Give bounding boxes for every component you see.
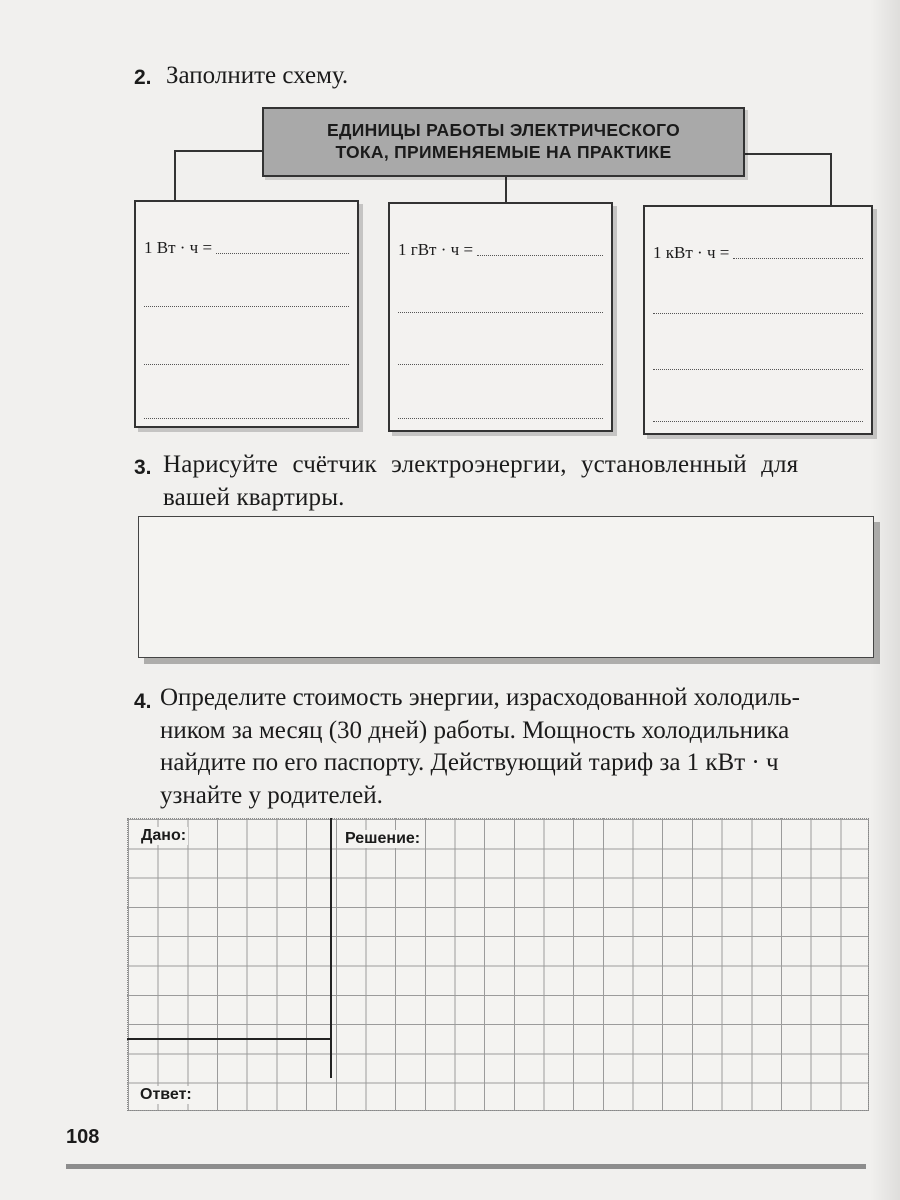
- scheme-title-box: [262, 107, 745, 177]
- answer-dotted-line[interactable]: [144, 306, 349, 307]
- answer-dotted-line[interactable]: [216, 253, 349, 254]
- answer-dotted-line[interactable]: [653, 421, 863, 422]
- task-3-line-2: вашей квартиры.: [163, 483, 345, 511]
- task-2-number: 2.: [134, 66, 152, 89]
- task-3-text: [163, 449, 798, 514]
- answer-dotted-line[interactable]: [733, 258, 863, 259]
- answer-dotted-line[interactable]: [144, 418, 349, 419]
- answer-dotted-line[interactable]: [144, 364, 349, 365]
- unit-label-kwh: 1 кВт · ч =: [653, 243, 730, 262]
- scheme-connector-right-h: [743, 153, 831, 155]
- footer-rule: [66, 1164, 866, 1169]
- answer-dotted-line[interactable]: [653, 313, 863, 314]
- scheme-connector-left-v: [174, 150, 176, 200]
- meter-drawing-area[interactable]: [138, 516, 874, 658]
- unit-label-hwh: 1 гВт · ч =: [398, 240, 474, 259]
- unit-box-hwh[interactable]: [388, 202, 613, 432]
- task-3-number: 3.: [134, 456, 152, 479]
- task-2-text: [166, 60, 348, 93]
- unit-box-wh[interactable]: [134, 200, 359, 428]
- page-edge-shadow: [870, 0, 900, 1200]
- answer-dotted-line[interactable]: [477, 255, 603, 256]
- solution-grid[interactable]: [127, 818, 869, 1111]
- scheme-connector-center-v: [505, 176, 507, 204]
- unit-label-wh: 1 Вт · ч =: [144, 238, 213, 257]
- answer-dotted-line[interactable]: [398, 418, 603, 419]
- page-number: 108: [66, 1126, 100, 1148]
- task-3-line-1: Нарисуйте счётчик электроэнергии, установленный для: [163, 451, 799, 478]
- task-4-line-3: найдите по его паспорту. Действующий тариф за 1 кВт · ч: [160, 749, 779, 776]
- grid-divider-horizontal: [127, 1038, 332, 1040]
- answer-label: Ответ:: [140, 1086, 192, 1103]
- scheme-title-line-1: ЕДИНИЦЫ РАБОТЫ ЭЛЕКТРИЧЕСКОГО: [326, 120, 681, 141]
- solution-label: Решение:: [345, 830, 421, 847]
- task-4-number: 4.: [134, 690, 152, 713]
- answer-dotted-line[interactable]: [653, 369, 863, 370]
- scheme-connector-left-h: [174, 150, 264, 152]
- answer-dotted-line[interactable]: [398, 312, 603, 313]
- scheme-title-line-2: ТОКА, ПРИМЕНЯЕМЫЕ НА ПРАКТИКЕ: [335, 142, 672, 162]
- unit-box-kwh[interactable]: [643, 205, 873, 435]
- task-2-instruction: Заполните схему.: [166, 62, 349, 89]
- task-4-text: [160, 682, 800, 812]
- scheme-connector-right-v: [830, 153, 832, 205]
- answer-dotted-line[interactable]: [398, 364, 603, 365]
- task-4-line-4: узнайте у родителей.: [160, 781, 383, 809]
- task-4-line-2: ником за месяц (30 дней) работы. Мощность холодильника: [160, 716, 790, 744]
- task-4-line-1: Определите стоимость энергии, израсходованной холодиль-: [160, 684, 800, 711]
- unit-row-label: [144, 238, 349, 258]
- given-label: Дано:: [141, 827, 187, 844]
